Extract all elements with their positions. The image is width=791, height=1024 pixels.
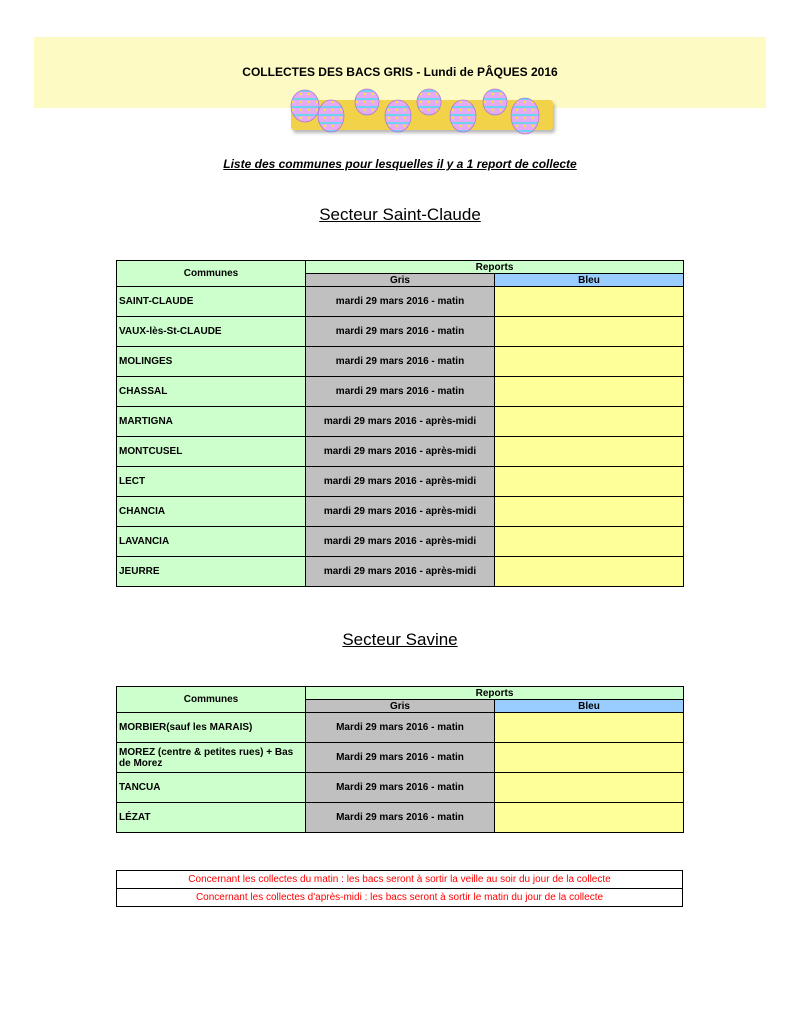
commune-cell: LÉZAT <box>117 803 306 833</box>
gris-cell: mardi 29 mars 2016 - après-midi <box>306 527 495 557</box>
commune-cell: VAUX-lès-St-CLAUDE <box>117 317 306 347</box>
commune-cell: CHASSAL <box>117 377 306 407</box>
table-row <box>117 467 684 497</box>
header-reports: Reports <box>306 261 684 274</box>
sector-title-savine: Secteur Savine <box>342 630 458 649</box>
table-row <box>117 803 684 833</box>
gris-cell: Mardi 29 mars 2016 - matin <box>306 743 495 773</box>
bleu-cell <box>495 773 684 803</box>
gris-cell: mardi 29 mars 2016 - après-midi <box>306 497 495 527</box>
gris-cell: mardi 29 mars 2016 - après-midi <box>306 467 495 497</box>
gris-cell: Mardi 29 mars 2016 - matin <box>306 803 495 833</box>
commune-cell: LAVANCIA <box>117 527 306 557</box>
commune-cell: SAINT-CLAUDE <box>117 287 306 317</box>
table-row <box>117 377 684 407</box>
table-row <box>117 347 684 377</box>
bleu-cell <box>495 527 684 557</box>
note-afternoon: Concernant les collectes d'après-midi : les bacs seront à sortir le matin du jour de la collecte <box>117 889 683 907</box>
bleu-cell <box>495 467 684 497</box>
table-row <box>117 287 684 317</box>
commune-cell: CHANCIA <box>117 497 306 527</box>
gris-cell: mardi 29 mars 2016 - matin <box>306 317 495 347</box>
bleu-cell <box>495 713 684 743</box>
commune-cell: JEURRE <box>117 557 306 587</box>
gris-cell: mardi 29 mars 2016 - matin <box>306 377 495 407</box>
bleu-cell <box>495 557 684 587</box>
table-row <box>117 743 684 773</box>
table-row <box>117 317 684 347</box>
reports-table-savine <box>116 686 684 833</box>
table-row <box>117 497 684 527</box>
table-row <box>117 713 684 743</box>
reports-table-saint-claude <box>116 260 684 587</box>
sector-title-saint-claude: Secteur Saint-Claude <box>319 205 481 224</box>
commune-cell: MOREZ (centre & petites rues) + Bas de Morez <box>117 743 306 773</box>
note-morning: Concernant les collectes du matin : les bacs seront à sortir la veille au soir du jour de la collecte <box>117 871 683 889</box>
header-communes: Communes <box>117 687 306 713</box>
commune-cell: MOLINGES <box>117 347 306 377</box>
header-bleu: Bleu <box>495 700 684 713</box>
bleu-cell <box>495 803 684 833</box>
commune-cell: MARTIGNA <box>117 407 306 437</box>
bleu-cell <box>495 743 684 773</box>
page-subtitle: Liste des communes pour lesquelles il y a 1 report de collecte <box>223 157 577 171</box>
gris-cell: mardi 29 mars 2016 - matin <box>306 347 495 377</box>
bleu-cell <box>495 317 684 347</box>
table-row <box>117 407 684 437</box>
bleu-cell <box>495 407 684 437</box>
bleu-cell <box>495 347 684 377</box>
easter-eggs-illustration <box>289 88 559 146</box>
header-communes: Communes <box>117 261 306 287</box>
bleu-cell <box>495 497 684 527</box>
gris-cell: Mardi 29 mars 2016 - matin <box>306 773 495 803</box>
table-row <box>117 557 684 587</box>
gris-cell: Mardi 29 mars 2016 - matin <box>306 713 495 743</box>
table-row <box>117 527 684 557</box>
gris-cell: mardi 29 mars 2016 - après-midi <box>306 407 495 437</box>
table-row <box>117 437 684 467</box>
header-reports: Reports <box>306 687 684 700</box>
header-gris: Gris <box>306 274 495 287</box>
commune-cell: MORBIER(sauf les MARAIS) <box>117 713 306 743</box>
bleu-cell <box>495 377 684 407</box>
bleu-cell <box>495 287 684 317</box>
commune-cell: TANCUA <box>117 773 306 803</box>
table-row <box>117 773 684 803</box>
collection-notes <box>116 870 683 907</box>
page-title: COLLECTES DES BACS GRIS - Lundi de PÂQUES 2016 <box>242 65 558 79</box>
header-gris: Gris <box>306 700 495 713</box>
gris-cell: mardi 29 mars 2016 - matin <box>306 287 495 317</box>
gris-cell: mardi 29 mars 2016 - après-midi <box>306 437 495 467</box>
header-bleu: Bleu <box>495 274 684 287</box>
bleu-cell <box>495 437 684 467</box>
commune-cell: MONTCUSEL <box>117 437 306 467</box>
commune-cell: LECT <box>117 467 306 497</box>
gris-cell: mardi 29 mars 2016 - après-midi <box>306 557 495 587</box>
